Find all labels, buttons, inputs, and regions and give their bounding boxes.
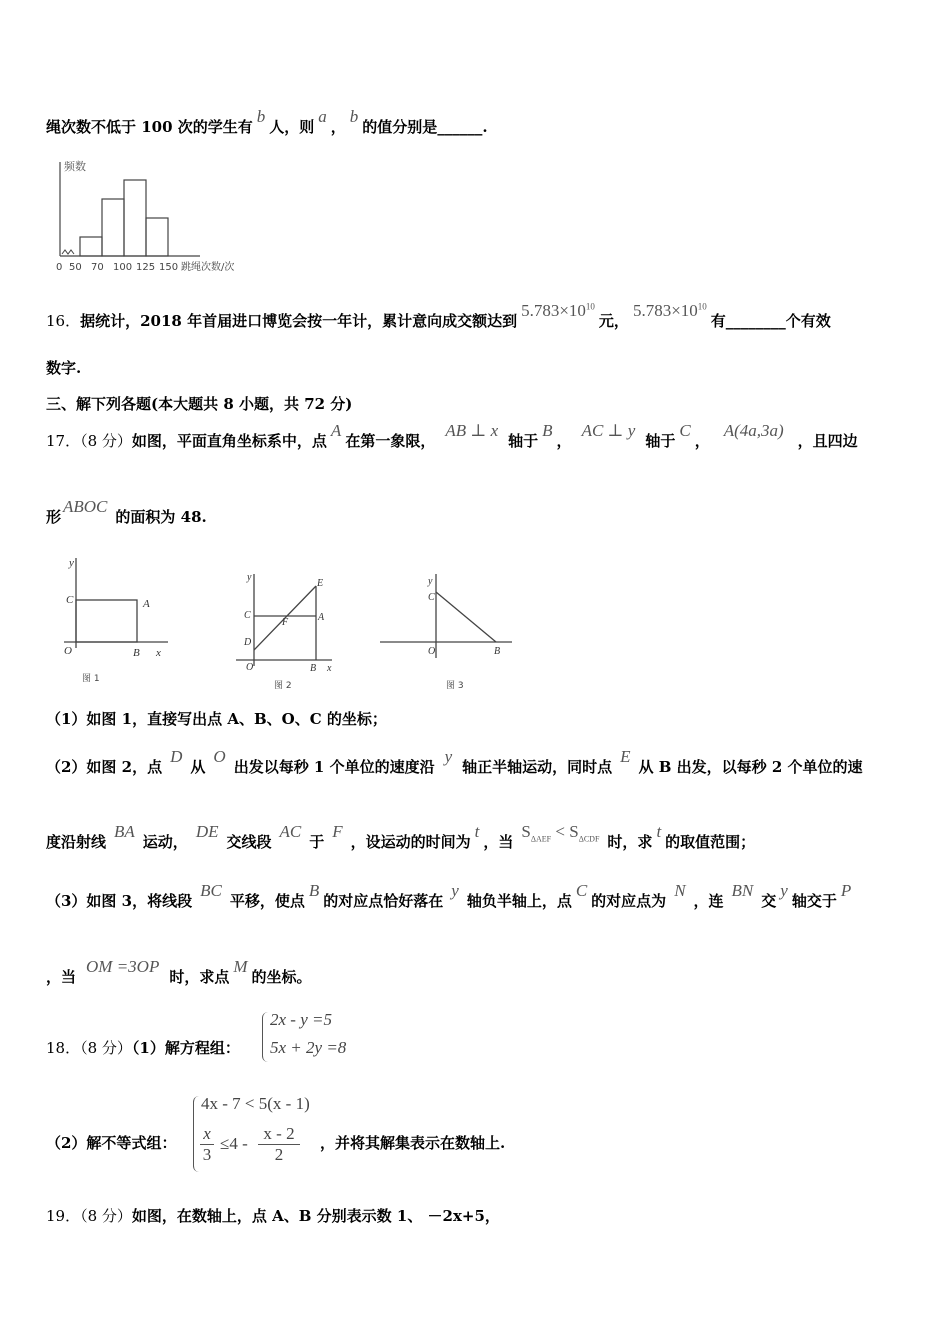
histogram-bar-70-100 <box>102 199 124 256</box>
tick-label: 70 <box>91 262 104 273</box>
q18-part2: （2）解不等式组： <box>46 1134 177 1152</box>
answer-blank: ______ <box>437 118 483 136</box>
svg-text:y: y <box>428 576 433 587</box>
math-number-2: $5.783\times 10^{10}$ <box>632 301 707 320</box>
q17-line2: 形ABOC的面积为 48. <box>46 497 207 526</box>
q19-line: 19．（8 分）如图，在数轴上，点 A、B 分别表示数 1、 －2x+5， <box>46 1207 500 1225</box>
svg-text:B: B <box>133 647 140 659</box>
q18-part1: 18．（8 分）（1）解方程组： <box>46 1039 240 1057</box>
q15-tail-line: 绳次数不低于 100 次的学生有b人，则a，b的值分别是______. <box>46 107 488 136</box>
tick-label: 0 <box>56 262 63 273</box>
section-3-title: 三、解下列各题(本大题共 8 小题，共 72 分) <box>46 395 353 413</box>
tick-label: 100 <box>113 262 133 273</box>
answer-blank: ________ <box>725 312 786 330</box>
axis-break-icon <box>62 250 74 254</box>
svg-text:A: A <box>143 598 150 610</box>
svg-text:F: F <box>282 617 289 628</box>
svg-text:B: B <box>310 663 317 674</box>
histogram-bars <box>80 180 168 256</box>
math-b2: b <box>349 107 359 126</box>
equation-1: 2x - y =5 <box>270 1010 332 1029</box>
figure-1 <box>56 552 186 692</box>
rectangle-ABOC <box>76 600 137 642</box>
svg-text:A: A <box>318 612 325 623</box>
math-number-1: $5.783\times 10^{10}$ <box>521 301 595 320</box>
fraction-x-minus-2-over-2: $\frac{x - 2}{2}$ <box>258 1124 300 1165</box>
histogram-bar-100-125 <box>124 180 146 256</box>
q18-part2-end: ，并将其解集表示在数轴上. <box>320 1134 506 1152</box>
tick-label: 150 <box>159 262 179 273</box>
svg-text:O: O <box>428 646 436 657</box>
histogram-figure <box>46 156 266 276</box>
svg-text:E: E <box>317 578 324 589</box>
inequality-brace <box>193 1096 200 1172</box>
figure-caption: 图 1 <box>82 674 100 684</box>
figure-caption: 图 2 <box>274 681 292 691</box>
inequality-2-mid: ≤4 - <box>220 1134 248 1153</box>
svg-text:y: y <box>69 557 74 569</box>
svg-text:C: C <box>66 594 74 606</box>
q17-part2-line2: 度沿射线BA运动，DE交线段AC于F，设运动的时间为t，当$S_{\Delta AEF} < S_{\Delta CDF}$ 时，求t的取值范围； <box>46 822 756 851</box>
segment-BC <box>436 592 496 642</box>
histogram-bar-125-150 <box>146 218 168 256</box>
svg-text:C: C <box>244 610 251 621</box>
q16-line1: 16．据统计，2018 年首届进口博览会按一年计，累计意向成交额达到$5.783\times 10^{10}$元，$5.783\times 10^{10}$有________个有效 <box>46 301 831 330</box>
histogram-bar-50-70 <box>80 237 102 256</box>
math-b: b <box>256 107 266 126</box>
q17-part3-line1: （3）如图 3，将线段BC平移，使点B的对应点恰好落在y轴负半轴上，点C的对应点为N，连BN交y轴交于P <box>46 881 852 910</box>
q17-part3-line2: ，当OM =3OP时，求点M的坐标。 <box>46 957 312 986</box>
svg-text:y: y <box>247 572 252 583</box>
system-brace <box>262 1012 269 1062</box>
svg-text:O: O <box>64 645 72 657</box>
tick-label: 125 <box>136 262 156 273</box>
math-a: a <box>318 107 327 126</box>
svg-text:x: x <box>156 647 161 659</box>
figure-caption: 图 3 <box>446 681 464 691</box>
q17-part2-line1: （2）如图 2，点D从O出发以每秒 1 个单位的速度沿y轴正半轴运动，同时点E从 B 出发，以每秒 2 个单位的速 <box>46 747 863 776</box>
inequality-1: 4x - 7 < 5(x - 1) <box>201 1094 310 1113</box>
y-axis-label: 频数 <box>64 160 86 173</box>
q17-part1: （1）如图 1，直接写出点 A、B、O、C 的坐标； <box>46 710 387 728</box>
q16-line2: 数字. <box>46 359 82 377</box>
area-inequality: $S_{\Delta AEF} < S_{\Delta CDF}$ <box>521 822 600 844</box>
figure-2 <box>232 568 344 692</box>
svg-text:B: B <box>494 646 501 657</box>
svg-text:C: C <box>428 592 435 603</box>
q17-line1: 17．（8 分）如图，平面直角坐标系中，点A在第一象限，AB ⊥ x轴于B，AC ⊥ y轴于C，A(4a,3a)，且四边 <box>46 421 858 450</box>
svg-text:D: D <box>244 637 252 648</box>
tick-label: 50 <box>69 262 82 273</box>
svg-text:x: x <box>327 663 332 674</box>
fraction-x-over-3: $\frac{x}{3}$ <box>200 1124 214 1165</box>
x-axis-label: 跳绳次数/次 <box>181 262 235 273</box>
figure-3 <box>380 568 520 692</box>
equation-2: 5x + 2y =8 <box>270 1038 347 1057</box>
svg-text:O: O <box>246 662 254 673</box>
